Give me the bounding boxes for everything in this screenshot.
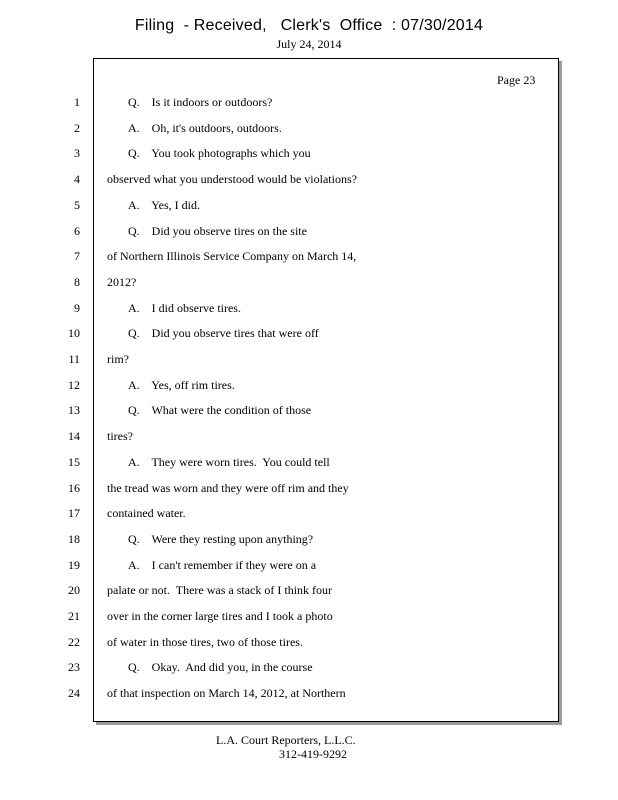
transcript-line: Q. You took photographs which you xyxy=(128,146,311,160)
transcript-line: tires? xyxy=(107,429,133,443)
line-number: 17 xyxy=(68,506,80,520)
transcript-line: A. They were worn tires. You could tell xyxy=(128,455,330,469)
transcript-line: over in the corner large tires and I took a photo xyxy=(107,609,333,623)
transcript-line: A. I can't remember if they were on a xyxy=(128,558,317,572)
transcript-line: A. Yes, off rim tires. xyxy=(128,378,235,392)
line-number: 9 xyxy=(74,301,80,315)
line-number: 22 xyxy=(68,635,80,649)
transcript-line: A. I did observe tires. xyxy=(128,301,241,315)
transcript-line: palate or not. There was a stack of I think four xyxy=(107,583,333,597)
transcript-line: A. Oh, it's outdoors, outdoors. xyxy=(128,121,282,135)
transcript-line: 2012? xyxy=(107,275,137,289)
transcript-line: rim? xyxy=(107,352,129,366)
transcript-line: of water in those tires, two of those tires. xyxy=(107,635,303,649)
line-number: 20 xyxy=(68,583,80,597)
transcript-line: Q. Did you observe tires on the site xyxy=(128,224,307,238)
transcript-line: A. Yes, I did. xyxy=(128,198,201,212)
line-number: 3 xyxy=(74,146,80,160)
transcript-line: Q. Okay. And did you, in the course xyxy=(128,660,313,674)
line-number: 21 xyxy=(68,609,80,623)
line-number: 19 xyxy=(68,558,80,572)
line-number: 1 xyxy=(74,95,80,109)
line-number: 13 xyxy=(68,403,80,417)
line-number: 24 xyxy=(68,686,80,700)
deposition-date: July 24, 2014 xyxy=(276,37,342,51)
line-number: 7 xyxy=(74,249,80,263)
page-number: Page 23 xyxy=(497,73,536,87)
line-number: 6 xyxy=(74,224,80,238)
transcript-line: contained water. xyxy=(107,506,186,520)
line-number: 23 xyxy=(68,660,80,674)
line-number: 10 xyxy=(68,326,80,340)
transcript-line: Q. What were the condition of those xyxy=(128,403,312,417)
transcript-line: the tread was worn and they were off rim and they xyxy=(107,481,349,495)
line-number: 4 xyxy=(74,172,80,186)
line-number: 11 xyxy=(68,352,80,366)
filing-stamp: Filing - Received, Clerk's Office : 07/30/2014 xyxy=(134,17,484,34)
line-number: 8 xyxy=(74,275,80,289)
line-number: 15 xyxy=(68,455,80,469)
transcript-line: Q. Were they resting upon anything? xyxy=(128,532,314,546)
line-number: 16 xyxy=(68,481,80,495)
transcript-line: observed what you understood would be violations? xyxy=(107,172,357,186)
reporter-name: L.A. Court Reporters, L.L.C. xyxy=(216,733,356,747)
transcript-line: Q. Did you observe tires that were off xyxy=(128,326,319,340)
reporter-phone: 312-419-9292 xyxy=(279,747,347,761)
line-number: 12 xyxy=(68,378,80,392)
transcript-line: of Northern Illinois Service Company on March 14, xyxy=(107,249,357,263)
line-number: 14 xyxy=(68,429,80,443)
transcript-line: of that inspection on March 14, 2012, at Northern xyxy=(107,686,346,700)
line-number: 18 xyxy=(68,532,80,546)
transcript-line: Q. Is it indoors or outdoors? xyxy=(128,95,273,109)
line-number: 5 xyxy=(74,198,80,212)
line-number: 2 xyxy=(74,121,80,135)
